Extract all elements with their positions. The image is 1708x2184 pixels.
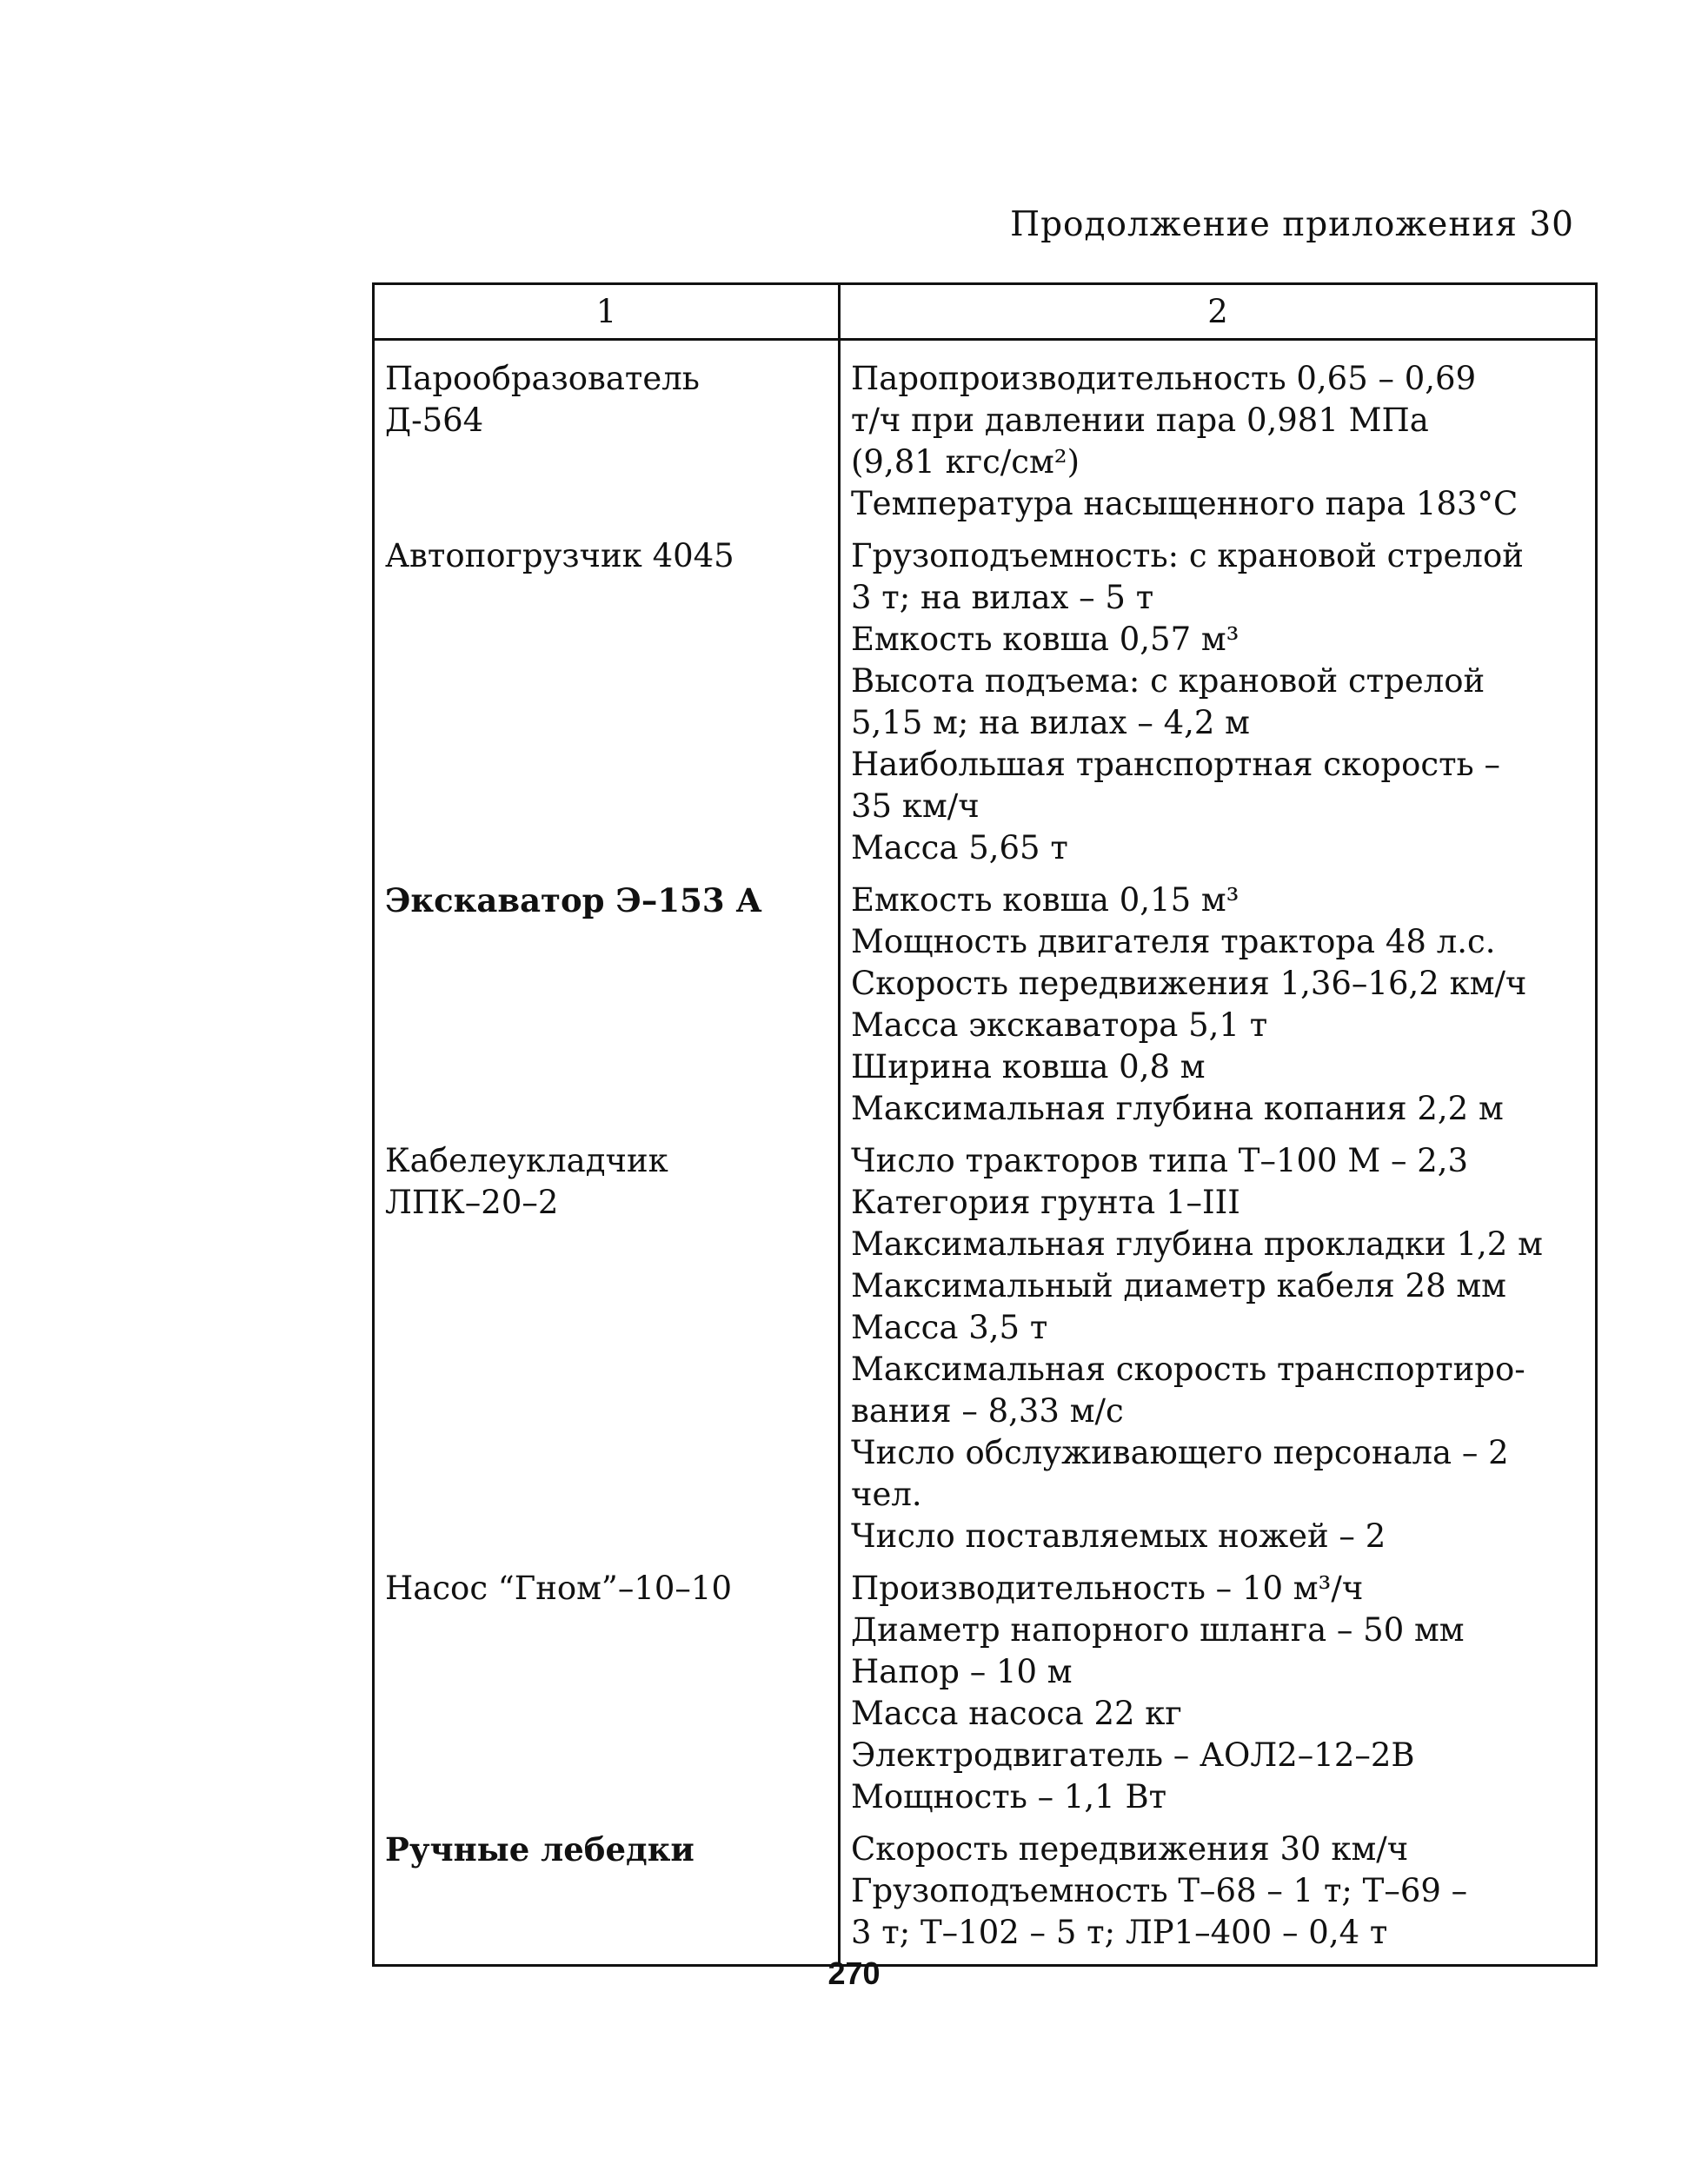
spec-line: т/ч при давлении пара 0,981 МПа xyxy=(851,402,1429,439)
table-row xyxy=(374,340,1597,536)
machine-name: Парообразователь Д-564 xyxy=(385,360,700,439)
specs-cell xyxy=(840,1829,1597,1966)
spec-line: 3 т; Т–102 – 5 т; ЛР1–400 – 0,4 т xyxy=(851,1914,1388,1951)
table-row xyxy=(374,1568,1597,1829)
spec-line: Напор – 10 м xyxy=(851,1653,1073,1690)
spec-line: Максимальный диаметр кабеля 28 мм xyxy=(851,1267,1506,1304)
spec-line: 3 т; на вилах – 5 т xyxy=(851,579,1154,616)
spec-line: Производительность – 10 м³/ч xyxy=(851,1570,1364,1607)
spec-line: Скорость передвижения 30 км/ч xyxy=(851,1830,1409,1868)
machine-name: Ручные лебедки xyxy=(385,1830,694,1869)
spec-line: Емкость ковша 0,15 м³ xyxy=(851,881,1239,919)
spec-line: Максимальная глубина прокладки 1,2 м xyxy=(851,1225,1543,1263)
specs-cell xyxy=(840,1568,1597,1829)
table-header-row xyxy=(374,284,1597,340)
continuation-heading: Продолжение приложения 30 xyxy=(1010,205,1574,244)
spec-line: Высота подъема: с крановой стрелой xyxy=(851,662,1485,700)
machine-cell xyxy=(374,1829,840,1966)
table-row xyxy=(374,1829,1597,1966)
spec-line: Электродвигатель – АОЛ2–12–2В xyxy=(851,1736,1415,1774)
machine-cell xyxy=(374,1568,840,1829)
spec-line: Максимальная глубина копания 2,2 м xyxy=(851,1090,1504,1127)
spec-line: Мощность двигателя трактора 48 л.с. xyxy=(851,923,1496,960)
machine-name: Автопогрузчик 4045 xyxy=(385,537,734,574)
machine-name: Насос “Гном”–10–10 xyxy=(385,1570,733,1607)
spec-line: Ширина ковша 0,8 м xyxy=(851,1048,1206,1085)
page-number: 270 xyxy=(827,1955,881,1991)
table-row xyxy=(374,880,1597,1140)
column-header-1: 1 xyxy=(374,284,840,340)
spec-line: Максимальная скорость транспортиро- xyxy=(851,1351,1525,1388)
spec-line: Масса 5,65 т xyxy=(851,829,1068,866)
spec-line: Грузоподъемность Т–68 – 1 т; Т–69 – xyxy=(851,1872,1468,1909)
table-row xyxy=(374,1140,1597,1568)
specs-cell xyxy=(840,880,1597,1140)
spec-line: Грузоподъемность: с крановой стрелой xyxy=(851,537,1524,574)
spec-line: вания – 8,33 м/с xyxy=(851,1392,1124,1430)
specs-cell xyxy=(840,535,1597,880)
table-row xyxy=(374,535,1597,880)
column-header-2: 2 xyxy=(840,284,1597,340)
equipment-spec-table xyxy=(372,282,1598,1967)
spec-line: 35 км/ч xyxy=(851,787,980,825)
machine-cell xyxy=(374,340,840,536)
machine-cell xyxy=(374,1140,840,1568)
spec-line: Категория грунта 1–III xyxy=(851,1184,1240,1221)
machine-name: Экскаватор Э–153 А xyxy=(385,881,762,919)
spec-line: (9,81 кгс/см²) xyxy=(851,443,1080,481)
machine-cell xyxy=(374,880,840,1140)
spec-line: 5,15 м; на вилах – 4,2 м xyxy=(851,704,1250,741)
machine-name: Кабелеукладчик ЛПК–20–2 xyxy=(385,1142,668,1221)
specs-cell xyxy=(840,340,1597,536)
spec-line: Число поставляемых ножей – 2 xyxy=(851,1517,1386,1555)
spec-line: Диаметр напорного шланга – 50 мм xyxy=(851,1611,1465,1649)
machine-cell xyxy=(374,535,840,880)
spec-line: Число обслуживающего персонала – 2 чел. xyxy=(851,1434,1509,1513)
spec-line: Масса 3,5 т xyxy=(851,1309,1048,1346)
spec-line: Масса насоса 22 кг xyxy=(851,1695,1182,1732)
specs-cell xyxy=(840,1140,1597,1568)
spec-line: Наибольшая транспортная скорость – xyxy=(851,746,1500,783)
spec-line: Скорость передвижения 1,36–16,2 км/ч xyxy=(851,965,1527,1002)
spec-line: Температура насыщенного пара 183°С xyxy=(851,485,1519,522)
spec-line: Число тракторов типа Т–100 М – 2,3 xyxy=(851,1142,1469,1179)
spec-line: Емкость ковша 0,57 м³ xyxy=(851,621,1239,658)
spec-line: Паропроизводительность 0,65 – 0,69 xyxy=(851,360,1477,397)
spec-line: Мощность – 1,1 Вт xyxy=(851,1778,1167,1816)
spec-line: Масса экскаватора 5,1 т xyxy=(851,1006,1268,1044)
